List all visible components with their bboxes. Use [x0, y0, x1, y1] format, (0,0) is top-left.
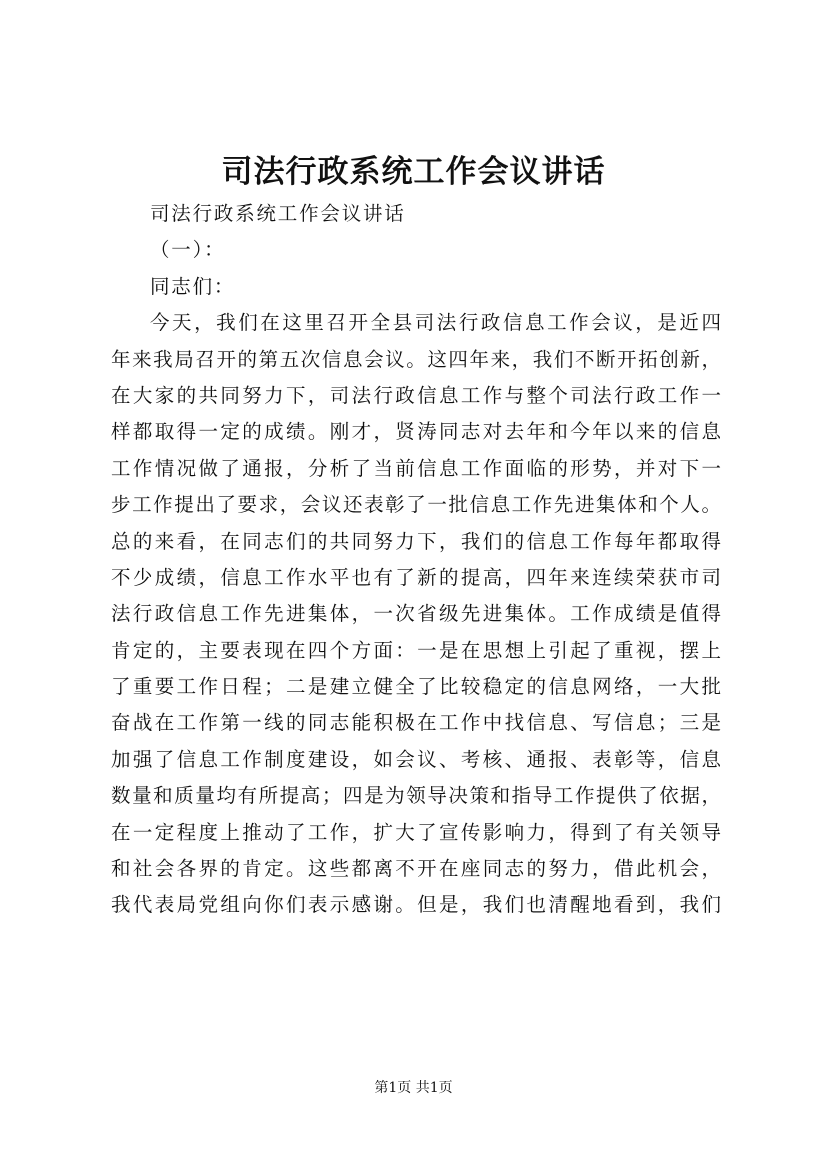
paragraph-line: 我代表局党组向你们表示感谢。但是，我们也清醒地看到，我们	[111, 893, 721, 917]
paragraph-line: 总的来看，在同志们的共同努力下，我们的信息工作每年都取得	[111, 529, 721, 553]
paragraph-line: 在一定程度上推动了工作，扩大了宣传影响力，得到了有关领导	[111, 820, 721, 844]
paragraph-line: 在大家的共同努力下，司法行政信息工作与整个司法行政工作一	[111, 383, 721, 407]
salutation: 同志们：	[150, 274, 236, 298]
paragraph-line: 肯定的，主要表现在四个方面：一是在思想上引起了重视，摆上	[111, 638, 721, 662]
paragraph-line: 数量和质量均有所提高；四是为领导决策和指导工作提供了依据，	[111, 784, 721, 808]
paragraph-line: 法行政信息工作先进集体，一次省级先进集体。工作成绩是值得	[111, 602, 721, 626]
paragraph-line: 今天，我们在这里召开全县司法行政信息工作会议，是近四	[150, 311, 721, 335]
paragraph-line: 奋战在工作第一线的同志能积极在工作中找信息、写信息；三是	[111, 711, 721, 735]
paragraph-line: 工作情况做了通报，分析了当前信息工作面临的形势，并对下一	[111, 456, 721, 480]
section-label: （一）：	[150, 238, 226, 262]
document-title: 司法行政系统工作会议讲话	[221, 154, 606, 190]
subtitle-line: 司法行政系统工作会议讲话	[150, 202, 406, 225]
paragraph-line: 样都取得一定的成绩。刚才，贤涛同志对去年和今年以来的信息	[111, 420, 721, 444]
page-footer: 第1页 共1页	[374, 1080, 453, 1096]
document-body	[111, 196, 721, 924]
paragraph-line: 和社会各界的肯定。这些都离不开在座同志的努力，借此机会，	[111, 857, 721, 881]
paragraph-line: 不少成绩，信息工作水平也有了新的提高，四年来连续荣获市司	[111, 565, 721, 589]
paragraph-line: 了重要工作日程；二是建立健全了比较稳定的信息网络，一大批	[111, 675, 721, 699]
paragraph-line: 年来我局召开的第五次信息会议。这四年来，我们不断开拓创新，	[111, 347, 721, 371]
paragraph-line: 加强了信息工作制度建设，如会议、考核、通报、表彰等，信息	[111, 747, 721, 771]
paragraph-line: 步工作提出了要求，会议还表彰了一批信息工作先进集体和个人。	[111, 493, 721, 517]
